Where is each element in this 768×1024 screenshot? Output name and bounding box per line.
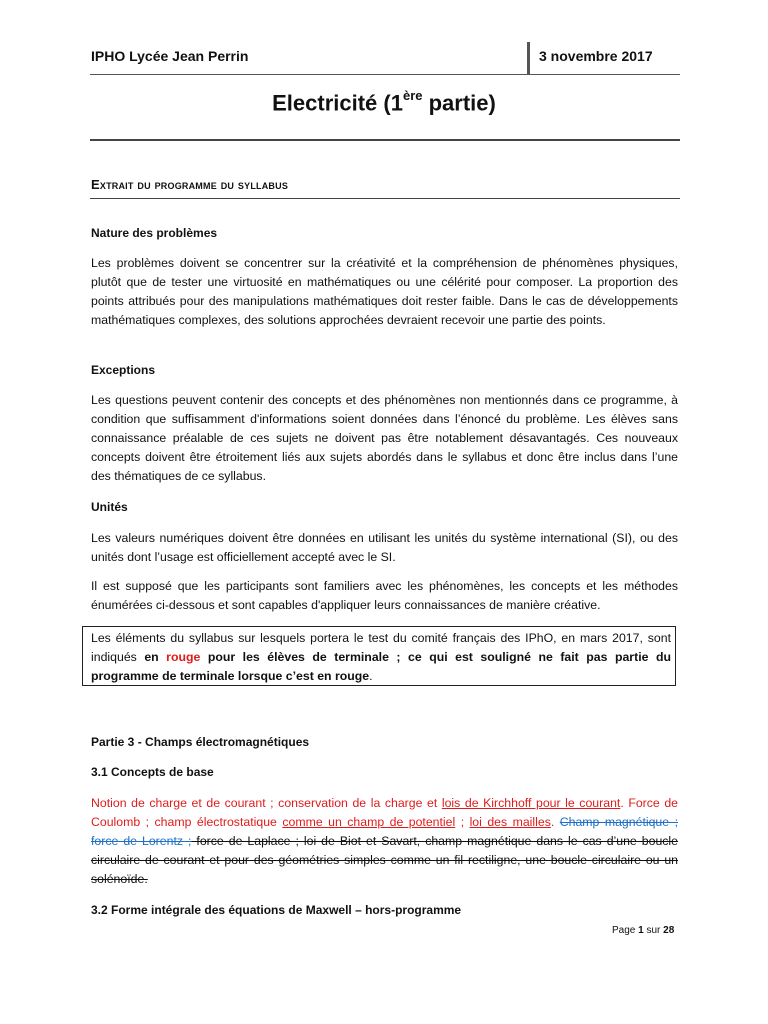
box-end: .	[369, 669, 373, 683]
concepts-red-4: .	[550, 815, 560, 829]
nature-text: Les problèmes doivent se concentrer sur la créativité et la compréhension de phénomènes physiques, plutôt que de tester une virtuosité en mathématiques ou une célérité pour composer. La proportion des points attribués pour des manipulations mathématiques doit rester faible. Dans le cas de développements mathématiques complexes, des solutions approchées devraient recevoir une partie des points.	[91, 256, 678, 327]
syllabus-note-box	[82, 626, 676, 686]
box-red-word: rouge	[166, 650, 201, 664]
footer-page-total: 28	[663, 925, 675, 936]
concepts-red-ul-1: lois de Kirchhoff pour le courant	[441, 796, 621, 810]
concepts-blue-strike: Champ magnétique ; force de Lorentz ;	[91, 815, 678, 848]
exceptions-text: Les questions peuvent contenir des concepts et des phénomènes non mentionnés dans ce programme, à condition que suffisamment d'informations soient données dans l’énoncé du problème. Les élèves sans connaissance préalable de ces sujets ne doivent pas être notablement désavantagés. Ces nouveaux concepts doivent être étroitement liés aux sujets abordés dans le syllabus et donc être inclus dans l’une des thématiques de ce syllabus.	[91, 393, 678, 483]
concepts-red-2: . Force de Coulomb ; champ électrostatique	[91, 796, 678, 829]
section-rule	[90, 198, 680, 199]
unites-heading: Unités	[91, 500, 128, 514]
page-title	[0, 90, 768, 116]
concepts-red-3: ;	[455, 815, 470, 829]
box-bold-b: pour les élèves de terminale ; ce qui est souligné ne fait pas partie du programme de terminale lorsque c’est en rouge	[91, 650, 671, 683]
header-school: IPHO Lycée Jean Perrin	[91, 48, 249, 64]
concepts-red-1: Notion de charge et de courant ; conservation de la charge et	[91, 796, 442, 810]
suppose-text: Il est supposé que les participants sont familiers avec les phénomènes, les concepts et les méthodes énumérées ci-dessous et sont capables d'appliquer leurs connaissances de manière créative.	[91, 579, 678, 612]
concepts-red-ul-3: loi des mailles	[469, 815, 551, 829]
exceptions-heading: Exceptions	[91, 363, 156, 377]
box-bold-a: en	[144, 650, 167, 664]
sub31-heading: 3.1 Concepts de base	[91, 765, 214, 779]
sub32-heading: 3.2 Forme intégrale des équations de Maxwell – hors-programme	[91, 903, 462, 917]
header-rule	[90, 74, 680, 75]
nature-heading: Nature des problèmes	[91, 226, 218, 240]
footer-page-word: Page	[612, 925, 639, 936]
title-end: partie)	[422, 90, 496, 116]
page-footer	[612, 925, 674, 936]
title-sup: ère	[402, 88, 423, 103]
title-main: Electricité (1	[272, 90, 403, 116]
title-rule	[90, 139, 680, 141]
partie3-heading: Partie 3 - Champs électromagnétiques	[91, 735, 310, 749]
unites-text: Les valeurs numériques doivent être données en utilisant les unités du système international (SI), ou des unités dont l’usage est officiellement accepté avec le SI.	[91, 531, 678, 564]
concepts-red-ul-2: comme un champ de potentiel	[282, 815, 456, 829]
footer-page-number: 1	[638, 925, 644, 936]
concepts-black-strike: force de Laplace ; loi de Biot et Savart, champ magnétique dans le cas d’une boucle circulaire de courant et pour des géométries simples comme un fil rectiligne, une boucle circulaire ou un solénoïde.	[91, 834, 679, 886]
header-date: 3 novembre 2017	[539, 48, 653, 64]
header-divider	[527, 42, 530, 74]
box-text: Les éléments du syllabus sur lesquels portera le test du comité français des IPhO, en mars 2017, sont indiqués	[91, 631, 671, 664]
concepts-text	[91, 794, 678, 889]
section-heading: Extrait du programme du syllabus	[91, 177, 289, 192]
footer-of-word: sur	[643, 925, 664, 936]
